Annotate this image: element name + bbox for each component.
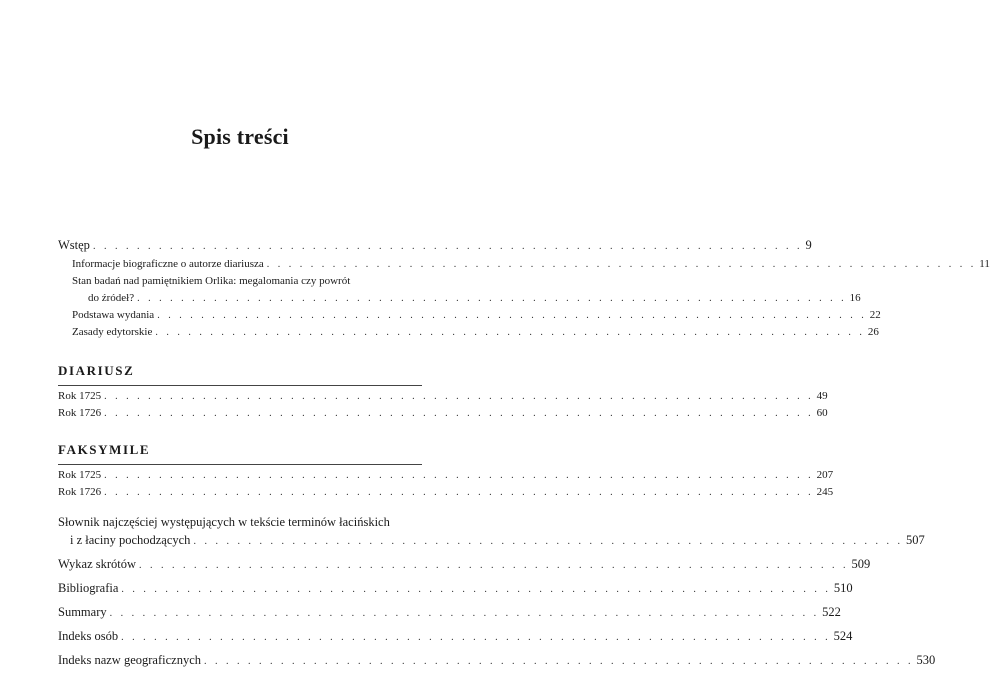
toc-entry-page: 11 [979,258,990,270]
toc-entry-slownik-line1[interactable] [58,515,422,533]
toc-entry-page: 522 [822,605,841,619]
dot-leader: . . . . . . . . . . . . . . . . . . . . . . . . . . . . . . . . . . . . . . . . . . . . . . . . . . . . . . . . . . . . . . . . . [92,241,803,252]
dot-leader: . . . . . . . . . . . . . . . . . . . . . . . . . . . . . . . . . . . . . . . . . . . . . . . . . . . . . . . . . . . . . . . . . [137,293,847,304]
toc-entry-label: Słownik najczęściej występujących w tekście terminów łacińskich [58,515,390,529]
dot-leader: . . . . . . . . . . . . . . . . . . . . . . . . . . . . . . . . . . . . . . . . . . . . . . . . . . . . . . . . . . . . . . . . . [121,632,831,643]
table-of-contents [58,238,990,671]
dot-leader: . . . . . . . . . . . . . . . . . . . . . . . . . . . . . . . . . . . . . . . . . . . . . . . . . . . . . . . . . . . . . . . . . [104,408,814,419]
dot-leader: . . . . . . . . . . . . . . . . . . . . . . . . . . . . . . . . . . . . . . . . . . . . . . . . . . . . . . . . . . . . . . . . . [104,470,814,481]
toc-entry-page: 207 [816,469,834,481]
toc-entry-podstawa[interactable] [58,309,881,326]
toc-entry-diariusz-1726[interactable] [58,407,828,424]
toc-entry-page: 245 [816,486,834,498]
section-heading-faksymile: FAKSYMILE [58,442,422,465]
dot-leader: . . . . . . . . . . . . . . . . . . . . . . . . . . . . . . . . . . . . . . . . . . . . . . . . . . . . . . . . . . . . . . . . . [266,259,977,270]
toc-entry-page: 507 [905,533,925,547]
toc-entry-summary[interactable] [58,605,841,623]
toc-entry-label: Wykaz skrótów [58,557,137,571]
toc-entry-label: Rok 1726 [58,486,102,498]
toc-entry-page: 16 [849,292,861,304]
toc-entry-bibliografia[interactable] [58,581,853,599]
toc-entry-label: Wstęp [58,238,90,252]
toc-entry-label: Podstawa wydania [72,309,155,321]
toc-entry-page: 22 [869,309,881,321]
toc-entry-label: Informacje biograficzne o autorze diariusza [72,258,264,270]
toc-entry-page: 49 [816,390,828,402]
toc-entry-page: 509 [851,557,871,571]
toc-entry-informacje[interactable] [58,258,990,275]
dot-leader: . . . . . . . . . . . . . . . . . . . . . . . . . . . . . . . . . . . . . . . . . . . . . . . . . . . . . . . . . . . . . . . . . [157,310,867,321]
dot-leader: . . . . . . . . . . . . . . . . . . . . . . . . . . . . . . . . . . . . . . . . . . . . . . . . . . . . . . . . . . . . . . . . . [104,487,814,498]
toc-entry-page: 60 [816,407,828,419]
toc-entry-stan-badan-line2[interactable] [58,292,861,309]
toc-entry-diariusz-1725[interactable] [58,390,828,407]
toc-entry-label: Rok 1725 [58,469,102,481]
toc-entry-label: do źródeł? [88,292,135,304]
toc-entry-faksymile-1726[interactable] [58,486,834,503]
toc-entry-faksymile-1725[interactable] [58,469,834,486]
dot-leader: . . . . . . . . . . . . . . . . . . . . . . . . . . . . . . . . . . . . . . . . . . . . . . . . . . . . . . . . . . . . . . . . . [193,536,903,547]
toc-entry-page: 510 [833,581,853,595]
toc-entry-page: 524 [833,629,853,643]
dot-leader: . . . . . . . . . . . . . . . . . . . . . . . . . . . . . . . . . . . . . . . . . . . . . . . . . . . . . . . . . . . . . . . . . [104,391,814,402]
toc-entry-zasady[interactable] [58,326,879,343]
toc-entry-label: Rok 1726 [58,407,102,419]
section-heading-diariusz: DIARIUSZ [58,363,422,386]
toc-entry-indeks-osob[interactable] [58,629,853,647]
toc-entry-label: Bibliografia [58,581,119,595]
toc-entry-indeks-nazw-geograficznych[interactable] [58,653,936,671]
dot-leader: . . . . . . . . . . . . . . . . . . . . . . . . . . . . . . . . . . . . . . . . . . . . . . . . . . . . . . . . . . . . . . . . . [121,584,831,595]
toc-entry-wykaz-skrotow[interactable] [58,557,871,575]
toc-entry-wstep[interactable] [58,238,812,256]
toc-entry-label: Rok 1725 [58,390,102,402]
toc-entry-slownik-line2[interactable] [58,533,925,551]
toc-entry-label: Indeks osób [58,629,119,643]
dot-leader: . . . . . . . . . . . . . . . . . . . . . . . . . . . . . . . . . . . . . . . . . . . . . . . . . . . . . . . . . . . . . . . . . [109,608,820,619]
toc-entry-page: 26 [867,326,879,338]
page-title: Spis treści [191,124,289,149]
toc-entry-label: Stan badań nad pamiętnikiem Orlika: megalomania czy powrót [72,275,351,287]
toc-entry-label: i z łaciny pochodzących [70,533,191,547]
dot-leader: . . . . . . . . . . . . . . . . . . . . . . . . . . . . . . . . . . . . . . . . . . . . . . . . . . . . . . . . . . . . . . . . . [155,327,865,338]
toc-entry-page: 530 [916,653,936,667]
toc-entry-label: Summary [58,605,107,619]
dot-leader: . . . . . . . . . . . . . . . . . . . . . . . . . . . . . . . . . . . . . . . . . . . . . . . . . . . . . . . . . . . . . . . . . [139,560,849,571]
toc-entry-label: Zasady edytorskie [72,326,153,338]
toc-entry-label: Indeks nazw geograficznych [58,653,201,667]
dot-leader: . . . . . . . . . . . . . . . . . . . . . . . . . . . . . . . . . . . . . . . . . . . . . . . . . . . . . . . . . . . . . . . . . [204,656,914,667]
toc-entry-page: 9 [805,238,812,252]
toc-entry-stan-badan-line1[interactable] [58,275,422,292]
